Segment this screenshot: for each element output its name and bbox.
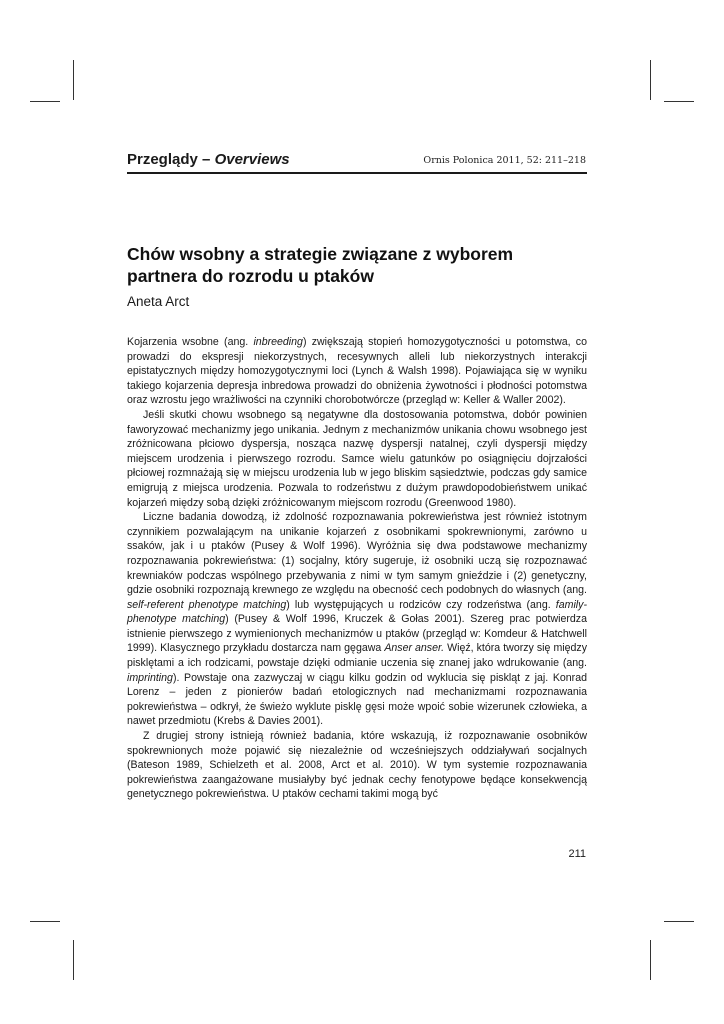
paragraph-text: Liczne badania dowodzą, iż zdolność rozpoznawania pokrewieństwa jest również istotnym czynnikiem pozwalającym na unikanie kojarzeń z osobnikami spokrewnionymi, zarówno u ssaków, jak i u ptaków (Pusey & Wolf 1996). Wyróżnia się dwa podstawowe mechanizmy rozpoznawania pokrewieństwa: (1) socjalny, który sugeruje, iż osobniki uczą się rozpoznawać krewniaków podczas wspólnego przebywania z nimi w tym samym gnieździe i (2) genetyczny, gdzie osobniki rozpoznają krewnego ze względu na obecność cech podobnych do własnych (ang. [127,511,587,597]
italic-term: family-phenotype matching [127,598,587,626]
paragraph-text: Kojarzenia wsobne (ang. [127,336,254,348]
crop-mark [30,921,60,922]
body-paragraph [127,335,587,408]
paragraph-text: Jeśli skutki chowu wsobnego są negatywne dla dostosowania potomstwa, dobór powinien faworyzować mechanizmy jego unikania. Jednym z mechanizmów unikania chowu wsobnego jest zróżnicowana płciowo dyspersja, nosząca nazwę dyspersji natalnej, czyli dyspersji między miejscem urodzenia i pierwszego rozrodu. Samce wielu gatunków po osiągnięciu dojrzałości płciowej rozmnażają się w miejscu urodzenia lub w jego bliskim sąsiedztwie, podczas gdy samice emigrują z miejsca urodzenia. Pozwala to rodzeństwu z dużym prawdopodobieństwem unikać kojarzeń między sobą dzięki zróżnicowanym miejscom rozrodu (Greenwood 1980). [127,408,587,509]
paragraph-text: ) lub występujących u rodziców czy rodzeństwa (ang. [286,598,556,611]
header-rule [127,172,587,174]
paragraph-text: ). Powstaje ona zazwyczaj w ciągu kilku godzin od wyklucia się piskląt z jaj. Konrad Lorenz – jeden z pionierów badań etologicznych nad mechanizmami rozpoznawania pokrewieństwa – odkrył, że świeżo wyklute pisklę gęsi może wpoić sobie wizerunek człowieka, a nawet przedmiotu (Krebs & Davies 2001). [127,671,587,728]
article-body [127,335,587,802]
paragraph-text: ) (Pusey & Wolf 1996, Kruczek & Gołas 2001). Szereg prac potwierdza istnienie pierwszego z wymienionych mechanizmów u ptaków (przegląd w: Komdeur & Hatchwell 1999). Klasycznego przykładu dostarcza nam gęgawa [127,613,587,655]
article-author: Aneta Arct [127,294,190,309]
crop-mark [73,940,74,980]
section-name-en: Overviews [214,151,290,168]
crop-mark [664,101,694,102]
article-title-line: Chów wsobny a strategie związane z wyborem [127,244,514,264]
paragraph-text: ) zwiększają stopień homozygotyczności u potomstwa, co prowadzi do ekspresji niekorzystnych, recesywnych alleli lub niekorzystnych interakcji epistatycznych między homozygotycznymi loci (Lynch & Walsh 1998). Pojawiająca się w wyniku takiego kojarzenia depresja inbredowa prowadzi do obniżenia żywotności i płodności potomstwa oraz wzrostu jego wrażliwości na czynniki chorobotwórcze (przegląd w: Keller & Waller 2002). [127,336,587,407]
crop-mark [30,101,60,102]
crop-mark [664,921,694,922]
paragraph-text: Więź, która tworzy się między pisklętami a ich rodzicami, powstaje dzięki odmianie uczenia się znanej jako wdrukowanie (ang. [127,642,587,670]
italic-term: inbreeding [253,336,303,348]
italic-term: Anser anser. [384,642,445,655]
italic-term: imprinting [127,671,173,684]
article-title [127,243,587,287]
body-paragraph [127,408,587,510]
journal-citation: Ornis Polonica 2011, 52: 211–218 [423,155,586,166]
crop-mark [73,60,74,100]
body-paragraph [127,729,587,802]
paragraph-text: Z drugiej strony istnieją również badania, które wskazują, iż rozpoznawanie osobników spokrewnionych może pojawić się niezależnie od wcześniejszych oddziaływań socjalnych (Bateson 1989, Schielzeth et al. 2008, Arct et al. 2010). W tym systemie rozpoznawania pokrewieństwa zaangażowane musiałyby być jednak cechy fenotypowe będące konsekwencją genetycznego pokrewieństwa. U ptaków cechami takimi mogą być [127,730,587,801]
body-paragraph [127,510,587,729]
crop-mark [650,940,651,980]
page-number: 211 [568,848,586,860]
italic-term: self-referent phenotype matching [127,598,287,611]
article-title-line: partnera do rozrodu u ptaków [127,266,374,286]
crop-mark [650,60,651,100]
section-separator: – [202,151,211,168]
section-name-pl: Przeglądy [127,151,198,168]
